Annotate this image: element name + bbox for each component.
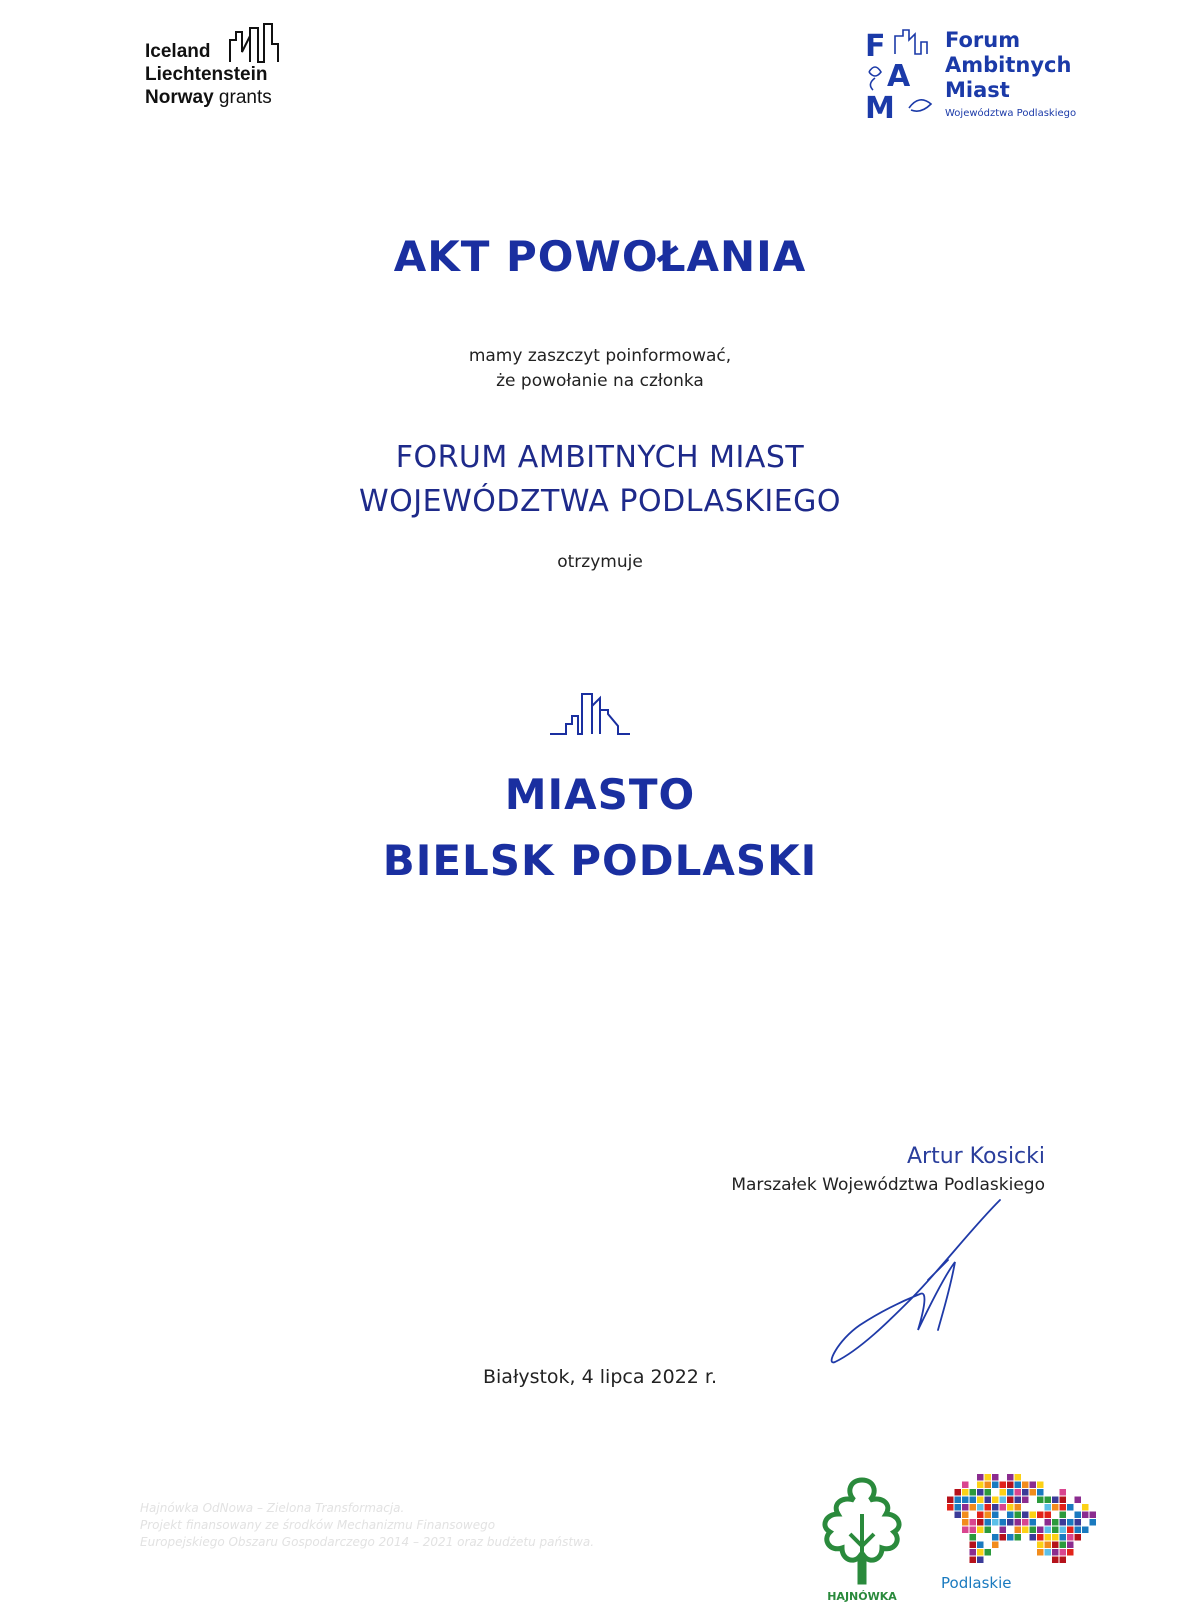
mosaic-tile [1015, 1489, 1022, 1496]
mosaic-tile [1060, 1519, 1067, 1526]
receives-label: otrzymuje [557, 552, 643, 572]
place-and-date: Białystok, 4 lipca 2022 r. [482, 1366, 718, 1388]
mosaic-tile [985, 1482, 992, 1489]
mosaic-tile [1037, 1489, 1044, 1496]
mosaic-tile [1037, 1482, 1044, 1489]
mosaic-tile [977, 1504, 984, 1511]
mosaic-tile [962, 1519, 969, 1526]
fam-monogram-icon [865, 28, 937, 123]
city-skyline-icon [548, 690, 632, 736]
svg-text:F: F [865, 29, 886, 64]
mosaic-tile [992, 1512, 999, 1519]
mosaic-tile [1037, 1527, 1044, 1534]
footer-line-2: Projekt finansowany ze środków Mechanizmu Finansowego [140, 1518, 496, 1532]
hajnowka-logo [812, 1474, 912, 1614]
mosaic-tile [1000, 1504, 1007, 1511]
podlaskie-logo [935, 1470, 1105, 1620]
mosaic-tile [1037, 1549, 1044, 1556]
footer-line-1: Hajnówka OdNowa – Zielona Transformacja. [140, 1501, 405, 1515]
mosaic-tile [1060, 1512, 1067, 1519]
fam-subtitle: Województwa Podlaskiego [945, 108, 1077, 119]
mosaic-tile [977, 1542, 984, 1549]
mosaic-tile [1052, 1542, 1059, 1549]
handwritten-signature [820, 1190, 1020, 1370]
fam-logo [865, 28, 1125, 128]
grants-logo-grants: grants [218, 87, 272, 108]
mosaic-tile [985, 1512, 992, 1519]
document-title: AKT POWOŁANIA [393, 232, 807, 281]
mosaic-tile [1037, 1542, 1044, 1549]
mosaic-tile [955, 1504, 962, 1511]
mosaic-tile [1060, 1557, 1067, 1564]
mosaic-tile [1000, 1527, 1007, 1534]
mosaic-tile [992, 1534, 999, 1541]
mosaic-tile [1037, 1512, 1044, 1519]
mosaic-tile [992, 1497, 999, 1504]
mosaic-tile [970, 1534, 977, 1541]
mosaic-tile [1090, 1512, 1097, 1519]
eea-buildings-icon [228, 22, 284, 64]
mosaic-tile [1075, 1519, 1082, 1526]
mosaic-tile [1000, 1519, 1007, 1526]
mosaic-tile [1067, 1542, 1074, 1549]
hajnowka-label: HAJNÓWKA [827, 1590, 897, 1603]
mosaic-tile [1000, 1497, 1007, 1504]
mosaic-tile [1045, 1549, 1052, 1556]
mosaic-tile [1030, 1482, 1037, 1489]
mosaic-tile [1090, 1519, 1097, 1526]
mosaic-tile [1052, 1534, 1059, 1541]
mosaic-tile [1015, 1482, 1022, 1489]
grants-logo-line2: Liechtenstein [145, 64, 268, 85]
mosaic-tile [1045, 1497, 1052, 1504]
grants-logo-norway: Norway [145, 87, 214, 108]
mosaic-tile [970, 1504, 977, 1511]
mosaic-tile [962, 1489, 969, 1496]
mosaic-tile [1052, 1549, 1059, 1556]
mosaic-tile [1052, 1497, 1059, 1504]
mosaic-tile [1067, 1504, 1074, 1511]
mosaic-tile [970, 1527, 977, 1534]
signer-name: Artur Kosicki [906, 1144, 1045, 1169]
mosaic-tile [992, 1482, 999, 1489]
mosaic-tile [1030, 1534, 1037, 1541]
mosaic-tile [1060, 1534, 1067, 1541]
grants-logo-line1: Iceland [145, 41, 211, 62]
mosaic-tile [977, 1527, 984, 1534]
mosaic-tile [1045, 1504, 1052, 1511]
mosaic-tile [1000, 1482, 1007, 1489]
mosaic-tile [985, 1504, 992, 1511]
mosaic-tile [1045, 1519, 1052, 1526]
mosaic-tile [1045, 1542, 1052, 1549]
podlaskie-bison-mosaic-icon [935, 1470, 1105, 1575]
mosaic-tile [970, 1557, 977, 1564]
mosaic-tile [1060, 1489, 1067, 1496]
forum-name-line-1: FORUM AMBITNYCH MIAST [395, 440, 805, 475]
mosaic-tile [1022, 1512, 1029, 1519]
footer-project-text [140, 1500, 640, 1551]
mosaic-tile [1060, 1497, 1067, 1504]
mosaic-tile [977, 1482, 984, 1489]
mosaic-tile [1030, 1512, 1037, 1519]
mosaic-tile [1067, 1519, 1074, 1526]
mosaic-tile [1045, 1534, 1052, 1541]
mosaic-tile [1015, 1474, 1022, 1481]
mosaic-tile [985, 1527, 992, 1534]
mosaic-tile [992, 1474, 999, 1481]
city-line-1: MIASTO [504, 770, 696, 819]
mosaic-tile [1060, 1542, 1067, 1549]
mosaic-tile [947, 1497, 954, 1504]
mosaic-tile [1052, 1527, 1059, 1534]
mosaic-tile [1022, 1482, 1029, 1489]
mosaic-tile [962, 1482, 969, 1489]
fam-title [945, 28, 1071, 103]
fam-title-line1: Forum [945, 28, 1021, 52]
intro-line-1: mamy zaszczyt poinformować, [468, 346, 732, 366]
mosaic-tile [1022, 1497, 1029, 1504]
mosaic-tile [955, 1489, 962, 1496]
fam-title-line2: Ambitnych [945, 53, 1072, 77]
mosaic-tile [970, 1542, 977, 1549]
mosaic-tile [970, 1519, 977, 1526]
mosaic-tile [1022, 1489, 1029, 1496]
mosaic-tile [1015, 1497, 1022, 1504]
mosaic-tile [1075, 1497, 1082, 1504]
mosaic-tile [970, 1497, 977, 1504]
mosaic-tile [985, 1497, 992, 1504]
mosaic-tile [1052, 1519, 1059, 1526]
mosaic-tile [977, 1489, 984, 1496]
mosaic-tile [1007, 1497, 1014, 1504]
mosaic-tile [977, 1474, 984, 1481]
mosaic-tile [1007, 1534, 1014, 1541]
mosaic-tile [985, 1549, 992, 1556]
mosaic-tile [955, 1512, 962, 1519]
svg-text:M: M [865, 91, 895, 123]
mosaic-tile [1007, 1482, 1014, 1489]
mosaic-tile [977, 1549, 984, 1556]
mosaic-tile [1067, 1527, 1074, 1534]
mosaic-tile [1007, 1512, 1014, 1519]
mosaic-tile [1067, 1534, 1074, 1541]
mosaic-tile [1030, 1519, 1037, 1526]
mosaic-tile [985, 1474, 992, 1481]
mosaic-tile [1052, 1504, 1059, 1511]
mosaic-tile [1007, 1474, 1014, 1481]
mosaic-tile [1030, 1527, 1037, 1534]
mosaic-tile [1007, 1489, 1014, 1496]
mosaic-tile [1060, 1504, 1067, 1511]
mosaic-tile [1082, 1504, 1089, 1511]
mosaic-tile [1075, 1512, 1082, 1519]
mosaic-tile [1030, 1489, 1037, 1496]
mosaic-tile [1022, 1527, 1029, 1534]
mosaic-tile [962, 1527, 969, 1534]
mosaic-tile [977, 1497, 984, 1504]
mosaic-tile [1007, 1519, 1014, 1526]
mosaic-tile [992, 1519, 999, 1526]
mosaic-tile [1082, 1512, 1089, 1519]
mosaic-tile [1022, 1519, 1029, 1526]
mosaic-tile [1007, 1504, 1014, 1511]
mosaic-tile [977, 1512, 984, 1519]
mosaic-tile [1037, 1497, 1044, 1504]
mosaic-tile [962, 1504, 969, 1511]
mosaic-tile [1045, 1512, 1052, 1519]
intro-line-2: że powołanie na członka [496, 371, 704, 391]
mosaic-tile [992, 1504, 999, 1511]
fam-title-line3: Miast [945, 78, 1010, 102]
mosaic-tile [1015, 1534, 1022, 1541]
mosaic-tile [992, 1542, 999, 1549]
mosaic-tile [977, 1557, 984, 1564]
mosaic-tile [1052, 1557, 1059, 1564]
mosaic-tile [1067, 1549, 1074, 1556]
mosaic-tile [1075, 1527, 1082, 1534]
forum-name-line-2: WOJEWÓDZTWA PODLASKIEGO [358, 484, 842, 519]
footer-line-3: Europejskiego Obszaru Gospodarczego 2014 – 2021 oraz budżetu państwa. [140, 1535, 595, 1549]
mosaic-tile [1082, 1527, 1089, 1534]
mosaic-tile [1060, 1527, 1067, 1534]
mosaic-tile [955, 1497, 962, 1504]
city-line-2: BIELSK PODLASKI [382, 836, 818, 885]
grants-logo-line3 [145, 86, 305, 109]
mosaic-tile [985, 1489, 992, 1496]
mosaic-tile [947, 1504, 954, 1511]
mosaic-tile [1000, 1489, 1007, 1496]
mosaic-tile [962, 1497, 969, 1504]
mosaic-tile [962, 1512, 969, 1519]
podlaskie-label: Podlaskie [941, 1574, 1012, 1592]
mosaic-tile [985, 1519, 992, 1526]
mosaic-tile [1000, 1534, 1007, 1541]
svg-text:A: A [887, 59, 911, 94]
mosaic-tile [970, 1489, 977, 1496]
mosaic-tile [977, 1519, 984, 1526]
mosaic-tile [1037, 1534, 1044, 1541]
mosaic-tile [1015, 1519, 1022, 1526]
mosaic-tile [1075, 1534, 1082, 1541]
mosaic-tile [1045, 1527, 1052, 1534]
mosaic-tile [1015, 1512, 1022, 1519]
mosaic-tile [1015, 1527, 1022, 1534]
mosaic-tile [1015, 1504, 1022, 1511]
hajnowka-oak-leaf-icon [812, 1474, 912, 1589]
signer-role: Marszałek Województwa Podlaskiego [731, 1175, 1045, 1195]
mosaic-tile [1060, 1549, 1067, 1556]
mosaic-tile [970, 1549, 977, 1556]
